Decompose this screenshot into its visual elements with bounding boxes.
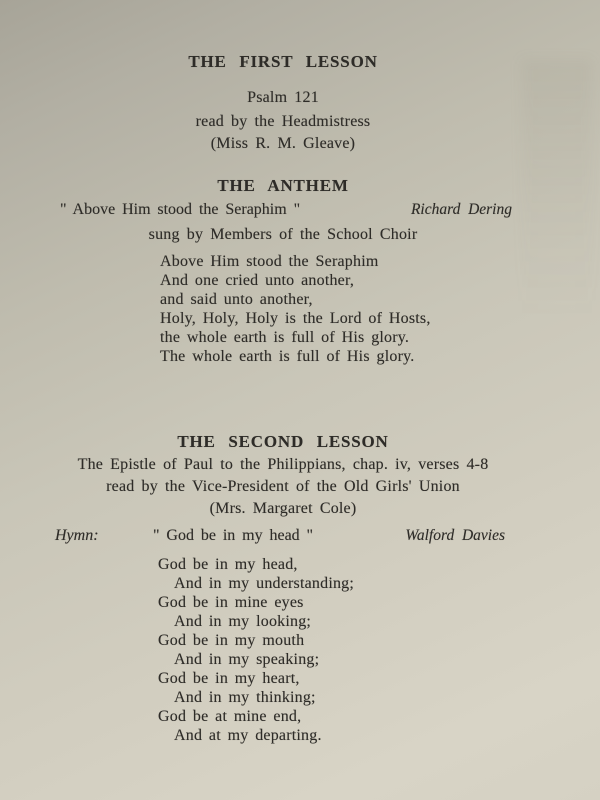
first-lesson-section <box>0 52 566 154</box>
hymn-section <box>0 525 566 745</box>
anthem-verse-line: The whole earth is full of His glory. <box>160 348 415 365</box>
anthem-composer: Richard Dering <box>410 201 512 218</box>
hymn-composer: Walford Davies <box>405 527 505 544</box>
first-lesson-heading: THE FIRST LESSON <box>188 52 378 71</box>
hymn-verse-line: God be in my mouth <box>158 632 305 649</box>
anthem-verse-line: Above Him stood the Seraphim <box>160 253 379 270</box>
hymn-verse-line: God be in mine eyes <box>158 594 304 611</box>
hymn-verse-line: God be in my head, <box>158 556 298 573</box>
second-lesson-reader-name: (Mrs. Margaret Cole) <box>209 500 357 517</box>
hymn-verse-line: And in my speaking; <box>174 651 320 668</box>
hymn-title: " God be in my head " <box>153 527 314 544</box>
second-lesson-reading: The Epistle of Paul to the Philippians, chap. iv, verses 4-8 <box>77 456 489 473</box>
first-lesson-reading: Psalm 121 <box>247 89 319 106</box>
hymn-label: Hymn: <box>55 527 99 544</box>
hymn-verse-line: And in my understanding; <box>174 575 355 592</box>
second-lesson-reader: read by the Vice-President of the Old Girls' Union <box>106 478 460 495</box>
anthem-verse <box>160 252 566 366</box>
anthem-heading: THE ANTHEM <box>217 176 349 195</box>
anthem-verse-line: the whole earth is full of His glory. <box>160 329 410 346</box>
hymn-verse-line: And at my departing. <box>174 727 322 744</box>
anthem-verse-line: Holy, Holy, Holy is the Lord of Hosts, <box>160 310 431 327</box>
hymn-title-row <box>0 525 566 546</box>
anthem-section <box>0 176 566 366</box>
first-lesson-reader: read by the Headmistress <box>195 113 371 130</box>
hymn-verse-line: God be at mine end, <box>158 708 302 725</box>
anthem-verse-line: And one cried unto another, <box>160 272 355 289</box>
anthem-verse-line: and said unto another, <box>160 291 313 308</box>
second-lesson-heading: THE SECOND LESSON <box>177 432 389 451</box>
anthem-performers: sung by Members of the School Choir <box>148 226 418 243</box>
hymn-verse <box>158 555 566 745</box>
hymn-verse-line: And in my thinking; <box>174 689 316 706</box>
hymn-verse-line: And in my looking; <box>174 613 312 630</box>
anthem-title-row <box>0 200 566 220</box>
hymn-verse-line: God be in my heart, <box>158 670 300 687</box>
first-lesson-reader-name: (Miss R. M. Gleave) <box>210 135 356 152</box>
second-lesson-section <box>0 432 566 519</box>
anthem-title: " Above Him stood the Seraphim " <box>60 201 301 218</box>
